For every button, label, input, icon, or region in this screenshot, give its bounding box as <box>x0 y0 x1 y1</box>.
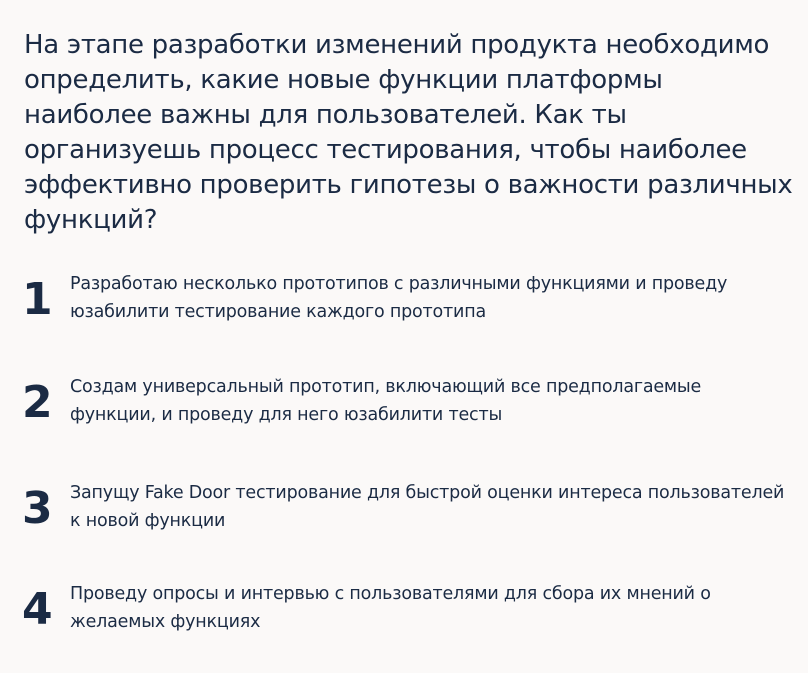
answer-option-2[interactable] <box>22 373 782 433</box>
option-text: Создам универсальный прототип, включающий все предполагаемые функции, и проведу для него юзабилити тесты <box>70 377 702 425</box>
question-text: На этапе разработки изменений продукта необходимо определить, какие новые функции платформы наиболее важны для пользователей. Как ты организуешь процесс тестирования, чтобы наиболее эффективно проверить гипотезы о важности различных функций? <box>24 30 793 235</box>
option-text: Разработаю несколько прототипов с различными функциями и проведу юзабилити тестирование каждого прототипа <box>70 274 728 322</box>
option-number: 3 <box>22 483 53 534</box>
answer-option-4[interactable] <box>22 580 782 640</box>
option-number: 2 <box>22 377 53 428</box>
option-text: Запущу Fake Door тестирование для быстрой оценки интереса пользователей к новой функции <box>70 483 785 531</box>
option-number: 1 <box>22 274 53 325</box>
answer-option-3[interactable] <box>22 479 785 539</box>
answer-option-1[interactable] <box>22 270 782 330</box>
option-text: Проведу опросы и интервью с пользователями для сбора их мнений о желаемых функциях <box>70 584 711 632</box>
option-number: 4 <box>22 584 53 635</box>
